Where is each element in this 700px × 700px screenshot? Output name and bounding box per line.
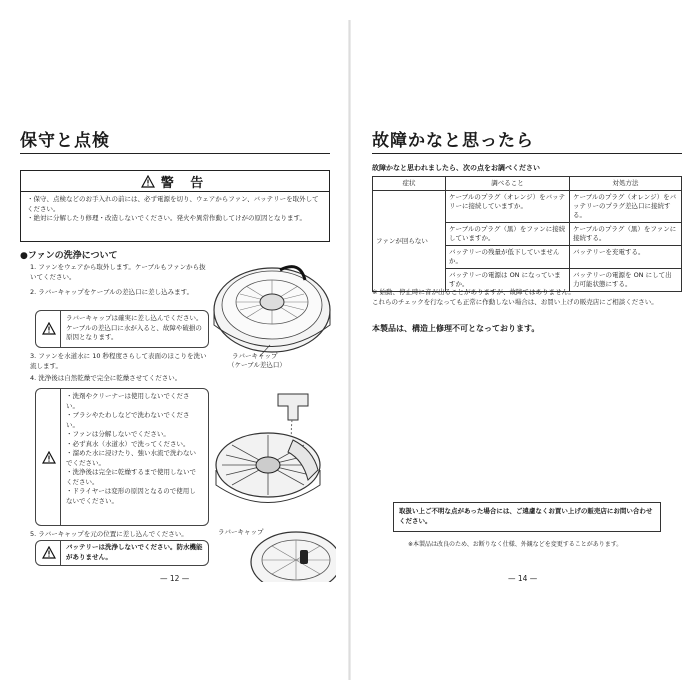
symptom-cell: ファンが回らない: [373, 191, 446, 292]
header-symptom: 症状: [373, 177, 446, 191]
page-title: 保守と点検: [20, 131, 110, 151]
page-title-right: 故障かなと思ったら: [372, 131, 534, 151]
remedy-cell: バッテリーの電源を ON にして出力可能状態にする。: [570, 269, 682, 292]
step-2: 2. ラバーキャップをケーブルの差込口に差し込みます。: [30, 288, 194, 296]
check-cell: ケーブルのプラグ（黒）をファンに接続していますか。: [446, 223, 570, 246]
step-1: 1. ファンをウェアから取外します。ケーブルもファンから抜いてください。: [30, 263, 206, 281]
warning-line: ・絶対に分解したり修理・改造しないでください。発火や異常作動してけがの原因となります。: [27, 214, 306, 222]
warning-body: [27, 195, 323, 224]
fan-washing-illustration: [208, 390, 333, 520]
header-check: 調べること: [446, 177, 570, 191]
note-consult: これらのチェックを行なっても正常に作動しない場合は、お買い上げの販売店にご相談ください。: [372, 298, 658, 306]
title-rule: [20, 153, 330, 154]
caution-item: ・ドライヤーは変形の原因となるので使用しないでください。: [66, 487, 196, 505]
table-header-row: [373, 177, 682, 191]
warning-heading: 警 告: [160, 175, 210, 191]
troubleshoot-table: [372, 176, 682, 292]
rubber-cap-label: ラバーキャップ: [232, 352, 278, 360]
table-row: [373, 191, 682, 223]
contact-notice-text: 取扱い上ご不明な点があった場合には、ご遠慮なくお買い上げの販売店にお問い合わせください。: [399, 507, 653, 525]
caution-item: ・ブラシやたわしなどで洗わないでください。: [66, 411, 190, 429]
page-number-right: — 14 —: [508, 574, 538, 583]
right-page: [350, 0, 700, 700]
caution-list-2: [66, 392, 201, 506]
title-rule-right: [372, 153, 682, 154]
rubber-cap-label-2: ラバーキャップ: [218, 528, 264, 536]
step-3: 3. ファンを水道水に 10 秒程度さらして表面のほこりを洗い流します。: [30, 352, 207, 370]
caution-box-3: [35, 540, 209, 566]
caution-item: ・洗剤やクリーナーは使用しないでください。: [66, 392, 190, 410]
caution-triangle-icon: [42, 546, 56, 559]
step-5: 5. ラバーキャップを元の位置に差し込んでください。: [30, 530, 188, 538]
check-cell: バッテリーの残量が低下していませんか。: [446, 246, 570, 269]
caution-box-2: [35, 388, 209, 526]
warning-line: ・保守、点検などのお手入れの前には、必ず電源を切り、ウェアからファン、バッテリーを取外してください。: [27, 195, 319, 213]
fan-illustration-top: [210, 250, 335, 360]
caution-triangle-icon: [42, 451, 56, 464]
caution-text-1: ラバーキャップは確実に差し込んでください。ケーブルの差込口に水が入ると、故障や破損の原因となります。: [66, 314, 203, 341]
caution-item: ・洗浄後は完全に乾燥するまで使用しないでください。: [66, 468, 196, 486]
check-cell: ケーブルのプラグ（オレンジ）をバッテリーに接続していますか。: [446, 191, 570, 223]
no-repair-notice: 本製品は、構造上修理不可となっております。: [372, 324, 540, 333]
caution-divider: [60, 311, 61, 347]
remedy-cell: ケーブルのプラグ（オレンジ）をバッテリーのプラグ差込口に接続する。: [570, 191, 682, 223]
intro-text: 故障かなと思われましたら、次の点をお調べください: [372, 164, 540, 172]
remedy-cell: バッテリーを充電する。: [570, 246, 682, 269]
contact-notice-box: [393, 502, 661, 532]
rubber-cap-label-sub: （ケーブル差込口）: [228, 361, 286, 369]
warning-triangle-icon: [141, 175, 155, 188]
header-remedy: 対処方法: [570, 177, 682, 191]
note-noise: ※ 始動、停止時に音が出ることがありますが、故障ではありません。: [372, 288, 575, 296]
caution-item: ・必ず真水（水道水）で洗ってください。: [66, 439, 190, 448]
caution-box-1: [35, 310, 209, 348]
caution-divider: [60, 541, 61, 565]
spec-change-note: ※本製品は改良のため、お断りなく仕様、外観などを変更することがあります。: [408, 541, 623, 548]
caution-text-3: バッテリーは洗浄しないでください。防水機能がありません。: [66, 543, 203, 561]
caution-triangle-icon: [42, 322, 56, 335]
warning-box: [20, 170, 330, 242]
check-cell: バッテリーの電源は ON になっていますか。: [446, 269, 570, 292]
caution-item: ・溜めた水に浸けたり、強い水流で洗わないでください。: [66, 449, 196, 467]
remedy-cell: ケーブルのプラグ（黒）をファンに接続する。: [570, 223, 682, 246]
caution-item: ・ファンは分解しないでください。: [66, 430, 170, 438]
page-number: — 12 —: [160, 574, 190, 583]
step-4: 4. 洗浄後は自然乾燥で完全に乾燥させてください。: [30, 374, 182, 382]
caution-divider: [60, 389, 61, 525]
section-heading: ●ファンの洗浄について: [20, 251, 118, 261]
warning-header: [21, 171, 329, 192]
